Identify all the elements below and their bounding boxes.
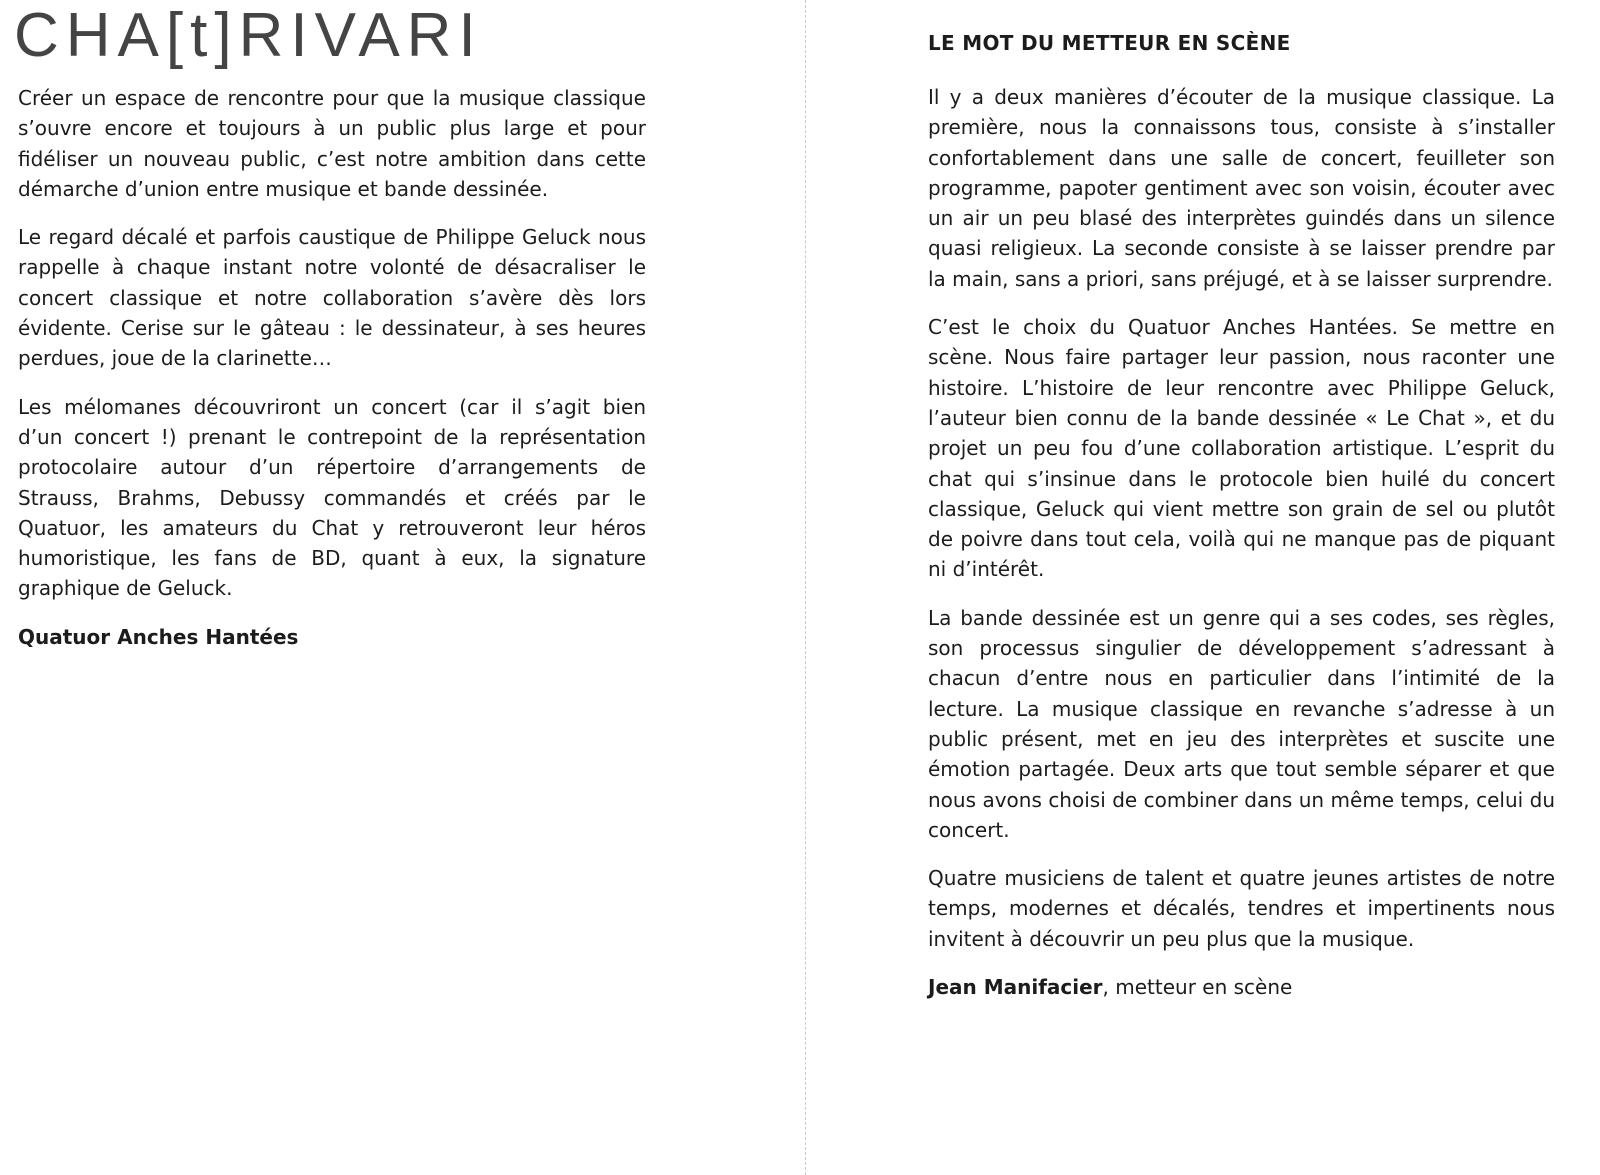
left-paragraph-3: Les mélomanes découvriront un concert (car il s’agit bien d’un concert !) prenant le contrepoint de la représentation protocolaire autour d’un répertoire d’arrangements de Strauss, Brahms, Debussy commandés et créés par le Quatuor, les amateurs du Chat y retrouveront leur héros humoristique, les fans de BD, quant à eux, la signature graphique de Geluck. <box>18 394 646 601</box>
right-signature-role: , metteur en scène <box>1102 975 1293 1000</box>
chatrivari-logo: CHA[t]RIVARI <box>14 1 483 70</box>
left-paragraph-1: Créer un espace de rencontre pour que la musique classique s’ouvre encore et toujours à un public plus large et pour fidéliser un nouveau public, c’est notre ambition dans cette démarche d’union entre musique et bande dessinée. <box>18 86 646 201</box>
right-paragraph-1: Il y a deux manières d’écouter de la musique classique. La première, nous la connaissons tous, consiste à s’installer confortablement dans une salle de concert, feuilleter son programme, papoter gentiment avec son voisin, écouter avec un air un peu blasé des interprètes guindés dans un silence quasi religieux. La seconde consiste à se laisser prendre par la main, sans a priori, sans préjugé, et à se laisser surprendre. <box>928 85 1555 291</box>
right-page <box>800 0 1600 1175</box>
left-paragraph-2: Le regard décalé et parfois caustique de Philippe Geluck nous rappelle à chaque instant notre volonté de désacraliser le concert classique et notre collaboration s’avère dès lors évidente. Cerise sur le gâteau : le dessinateur, à ses heures perdues, joue de la clarinette… <box>18 225 646 371</box>
right-text-column <box>928 82 1555 1020</box>
right-paragraph-2: C’est le choix du Quatuor Anches Hantées. Se mettre en scène. Nous faire partager leur passion, nous raconter une histoire. L’histoire de leur rencontre avec Philippe Geluck, l’auteur bien connu de la bande dessinée « Le Chat », et du projet un peu fou d’une collaboration artistique. L’esprit du chat qui s’insinue dans le protocole bien huilé du concert classique, Geluck qui vient mettre son grain de sel ou plutôt de poivre dans tout cela, voilà qui ne manque pas de piquant ni d’intérêt. <box>928 315 1555 582</box>
left-page <box>0 0 790 1175</box>
left-signature-name: Quatuor Anches Hantées <box>18 624 299 649</box>
right-paragraph-3: La bande dessinée est un genre qui a ses codes, ses règles, son processus singulier de développement s’adressant à chacun d’entre nous en particulier dans l’intimité de la lecture. La musique classique en revanche s’adresse à un public présent, met en jeu des interprètes et suscite une émotion partagée. Deux arts que tout semble séparer et que nous avons choisi de combiner dans un même temps, celui du concert. <box>928 605 1555 842</box>
right-paragraph-4: Quatre musiciens de talent et quatre jeunes artistes de notre temps, modernes et décalés, tendres et impertinents nous invitent à découvrir un peu plus que la musique. <box>928 866 1555 951</box>
right-signature <box>928 972 1555 1002</box>
left-text-column <box>18 83 646 670</box>
right-heading: LE MOT DU METTEUR EN SCÈNE <box>928 31 1291 55</box>
right-signature-name: Jean Manifacier <box>928 975 1103 1000</box>
left-signature <box>18 622 646 652</box>
